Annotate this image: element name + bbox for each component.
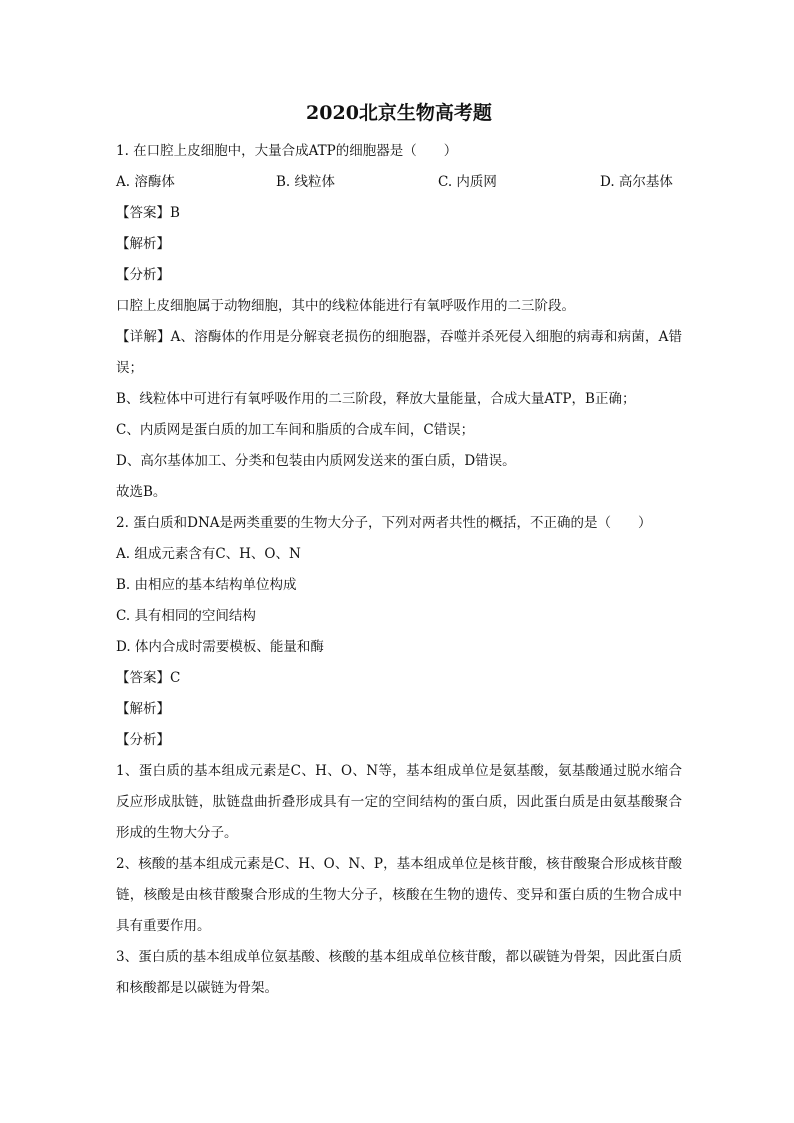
q1-detail-d: D、高尔基体加工、分类和包装由内质网发送来的蛋白质，D错误。	[116, 453, 516, 469]
q2-option-d: D. 体内合成时需要模板、能量和酶	[116, 639, 324, 655]
q1-option-d: D. 高尔基体	[600, 174, 673, 190]
q1-fenxi-text: 口腔上皮细胞属于动物细胞，其中的线粒体能进行有氧呼吸作用的二三阶段。	[116, 298, 575, 314]
q1-analysis-label: 【解析】	[116, 236, 170, 252]
q2-analysis-label: 【解析】	[116, 701, 170, 717]
q2-point-2: 2、核酸的基本组成元素是C、H、O、N、P，基本组成单位是核苷酸，核苷酸聚合形成核苷酸链，核酸是由核苷酸聚合形成的生物大分子，核酸在生物的遗传、变异和蛋白质的生物合成中具有重要作用。	[116, 856, 682, 934]
q2-option-c: C. 具有相同的空间结构	[116, 608, 256, 624]
q2-point-1: 1、蛋白质的基本组成元素是C、H、O、N等，基本组成单位是氨基酸，氨基酸通过脱水缩合反应形成肽链，肽链盘曲折叠形成具有一定的空间结构的蛋白质，因此蛋白质是由氨基酸聚合形成的生物大分子。	[116, 763, 682, 841]
q2-option-b: B. 由相应的基本结构单位构成	[116, 577, 297, 593]
q1-fenxi-label: 【分析】	[116, 267, 170, 283]
document-title: 2020北京生物高考题	[306, 102, 492, 124]
q1-option-b: B. 线粒体	[276, 174, 336, 190]
q2-stem: 2. 蛋白质和DNA是两类重要的生物大分子，下列对两者共性的概括，不正确的是（ ）	[116, 515, 652, 531]
q2-answer: 【答案】C	[116, 670, 181, 686]
q1-option-a: A. 溶酶体	[116, 174, 175, 190]
q1-detail-a: 【详解】A、溶酶体的作用是分解衰老损伤的细胞器，吞噬并杀死侵入细胞的病毒和病菌，A错误；	[116, 329, 682, 376]
q1-detail-c: C、内质网是蛋白质的加工车间和脂质的合成车间，C错误；	[116, 422, 475, 438]
q1-stem: 1. 在口腔上皮细胞中，大量合成ATP的细胞器是（ ）	[116, 143, 458, 159]
q2-point-3: 3、蛋白质的基本组成单位氨基酸、核酸的基本组成单位核苷酸，都以碳链为骨架，因此蛋白质和核酸都是以碳链为骨架。	[116, 949, 682, 996]
document-page	[116, 100, 682, 1004]
q1-option-c: C. 内质网	[438, 174, 497, 190]
q2-option-a: A. 组成元素含有C、H、O、N	[116, 546, 301, 562]
q1-options	[116, 167, 682, 198]
q2-fenxi-label: 【分析】	[116, 732, 170, 748]
q1-conclusion: 故选B。	[116, 484, 167, 500]
q1-answer: 【答案】B	[116, 205, 180, 221]
q1-detail-b: B、线粒体中可进行有氧呼吸作用的二三阶段，释放大量能量，合成大量ATP，B正确；	[116, 391, 636, 407]
